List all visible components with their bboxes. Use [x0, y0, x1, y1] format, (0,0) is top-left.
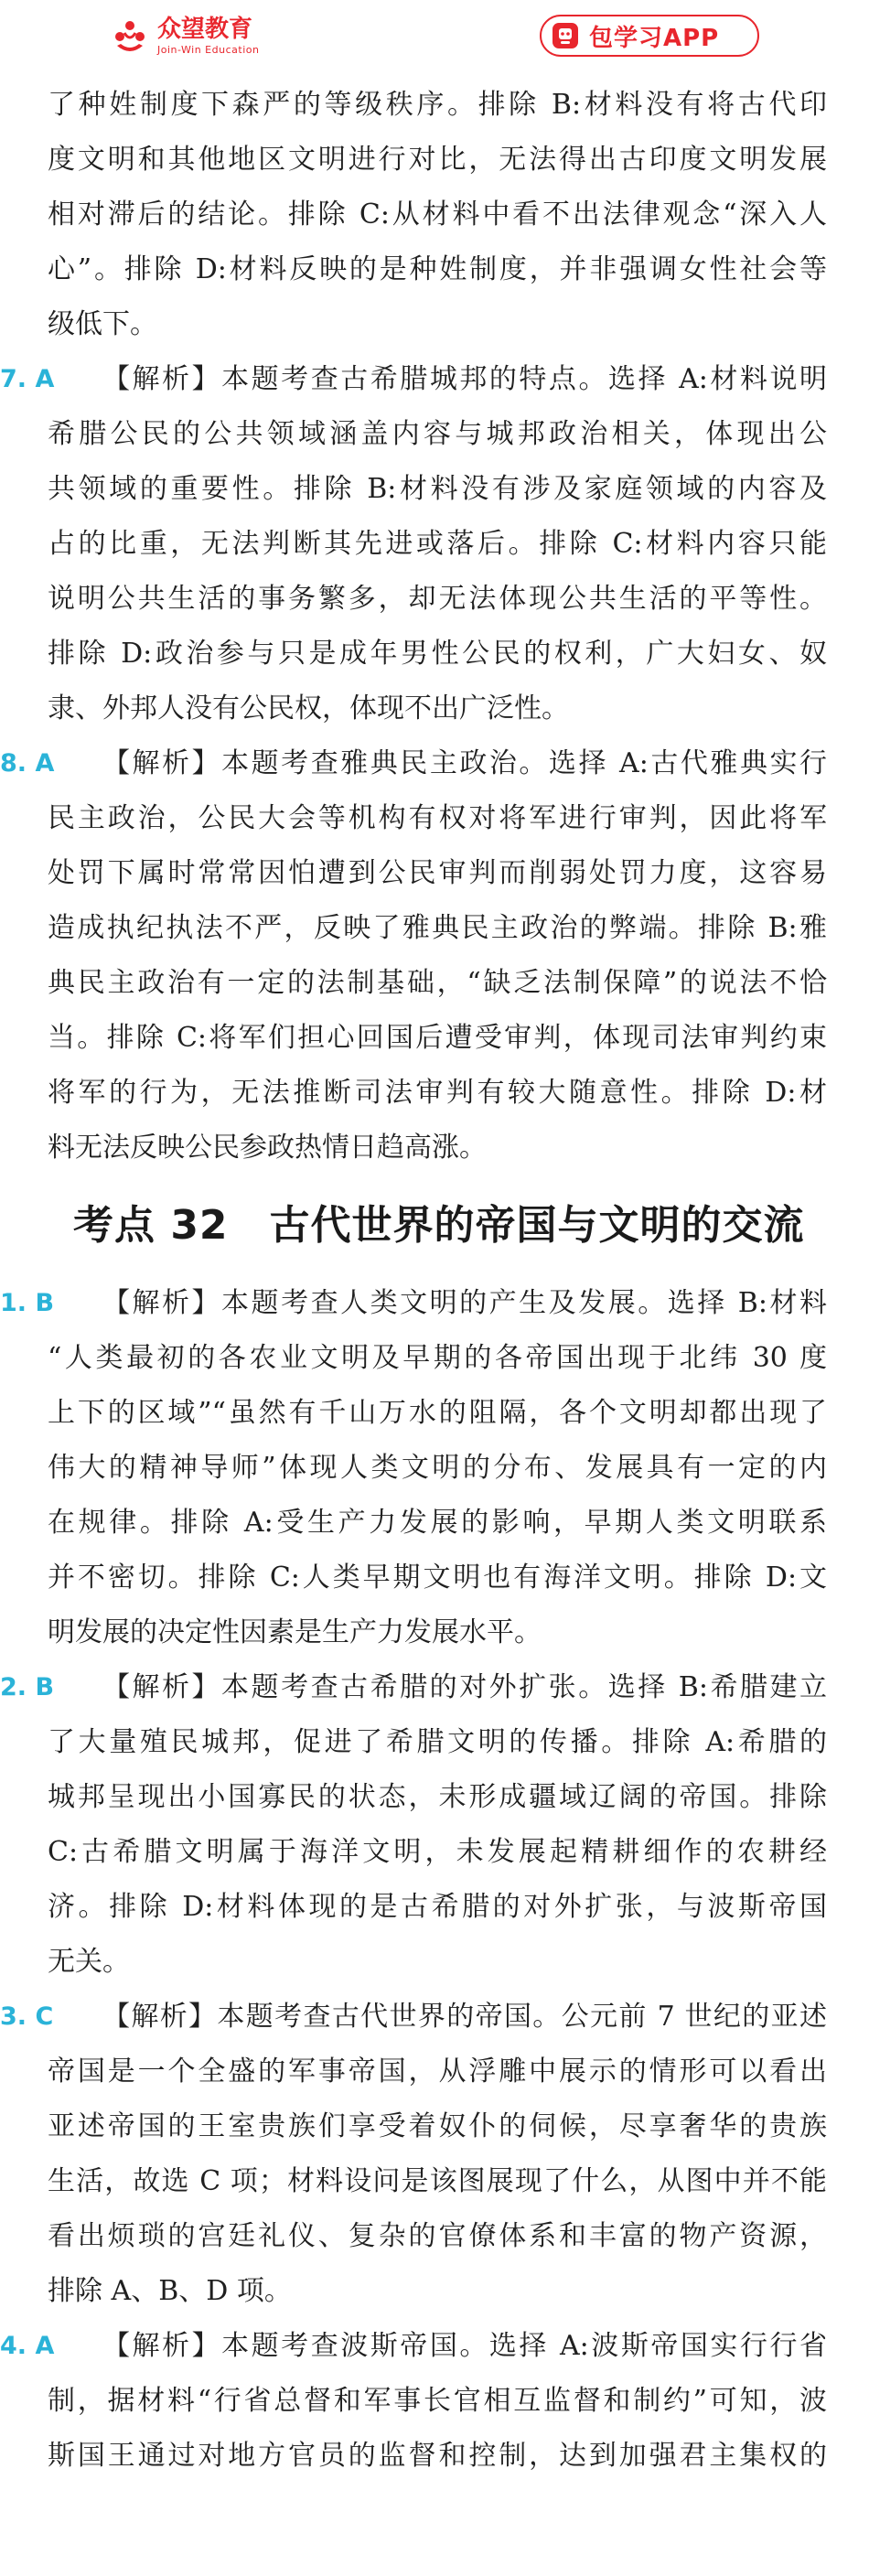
brand-name: 众望教育 [157, 16, 253, 43]
question-s3 [0, 1990, 827, 2319]
text-line: “人类最初的各农业文明及早期的各帝国出现于北纬 30 度 [48, 1342, 827, 1374]
text-line: 级低下。 [48, 308, 157, 340]
text-line: 【解析】本题考查古希腊的对外扩张。选择 B:希腊建立 [102, 1671, 827, 1703]
text-line: 无关。 [48, 1946, 130, 1978]
text-line: 帝国是一个全盛的军事帝国，从浮雕中展示的情形可以看出 [48, 2055, 827, 2088]
intro-paragraph [48, 78, 827, 352]
question-number: 2. B [0, 1673, 55, 1701]
text-line: 造成执纪执法不严，反映了雅典民主政治的弊端。排除 B:雅 [48, 912, 827, 944]
text-line: 隶、外邦人没有公民权，体现不出广泛性。 [48, 692, 569, 724]
text-line: 【解析】本题考查古代世界的帝国。公元前 7 世纪的亚述 [102, 2001, 827, 2033]
text-line: 处罚下属时常常因怕遭到公民审判而削弱处罚力度，这容易 [48, 857, 827, 889]
text-line: 说明公共生活的事务繁多，却无法体现公共生活的平等性。 [48, 583, 827, 615]
app-icon [551, 21, 580, 50]
question-s4 [0, 2319, 827, 2484]
app-badge[interactable] [540, 15, 759, 57]
text-line: 了大量殖民城邦，促进了希腊文明的传播。排除 A:希腊的 [48, 1726, 827, 1758]
text-line: C:古希腊文明属于海洋文明，未发展起精耕细作的农耕经 [48, 1836, 827, 1868]
header [0, 0, 869, 71]
question-number: 4. A [0, 2332, 55, 2360]
text-line: 【解析】本题考查人类文明的产生及发展。选择 B:材料 [102, 1287, 827, 1319]
question-7 [0, 352, 827, 736]
text-line: 排除 A、B、D 项。 [48, 2275, 292, 2307]
text-line: 相对滞后的结论。排除 C:从材料中看不出法律观念“深入人 [48, 199, 827, 231]
question-8 [0, 736, 827, 1175]
text-line: 度文明和其他地区文明进行对比，无法得出古印度文明发展 [48, 144, 827, 176]
text-line: 城邦呈现出小国寡民的状态，未形成疆域辽阔的帝国。排除 [48, 1781, 827, 1813]
question-number: 7. A [0, 365, 55, 393]
question-s1 [0, 1276, 827, 1660]
text-line: 上下的区域”“虽然有千山万水的阻隔，各个文明却都出现了 [48, 1397, 827, 1429]
question-s2 [0, 1660, 827, 1990]
text-line: 占的比重，无法判断其先进或落后。排除 C:材料内容只能 [48, 528, 827, 560]
text-line: 民主政治，公民大会等机构有权对将军进行审判，因此将军 [48, 802, 827, 834]
text-line: 了种姓制度下森严的等级秩序。排除 B:材料没有将古代印 [48, 89, 827, 121]
text-line: 【解析】本题考查波斯帝国。选择 A:波斯帝国实行行省 [102, 2330, 827, 2362]
text-line: 典民主政治有一定的法制基础，“缺乏法制保障”的说法不恰 [48, 967, 827, 999]
text-line: 制，据材料“行省总督和军事长官相互监督和制约”可知，波 [48, 2385, 827, 2417]
text-line: 【解析】本题考查雅典民主政治。选择 A:古代雅典实行 [102, 747, 827, 779]
question-number: 8. A [0, 749, 55, 778]
text-line: 并不密切。排除 C:人类早期文明也有海洋文明。排除 D:文 [48, 1562, 827, 1594]
text-line: 心”。排除 D:材料反映的是种姓制度，并非强调女性社会等 [48, 253, 827, 285]
question-number: 3. C [0, 2002, 54, 2031]
text-line: 料无法反映公民参政热情日趋高涨。 [48, 1132, 487, 1164]
text-line: 伟大的精神导师”体现人类文明的分布、发展具有一定的内 [48, 1452, 827, 1484]
text-line: 在规律。排除 A:受生产力发展的影响，早期人类文明联系 [48, 1507, 827, 1539]
section-title: 考点 32 古代世界的帝国与文明的交流 [73, 1202, 805, 1249]
app-label: 包学习APP [589, 24, 720, 52]
text-line: 济。排除 D:材料体现的是古希腊的对外扩张，与波斯帝国 [48, 1891, 827, 1923]
text-line: 希腊公民的公共领域涵盖内容与城邦政治相关，体现出公 [48, 418, 827, 450]
text-line: 亚述帝国的王室贵族们享受着奴仆的伺候，尽享奢华的贵族 [48, 2110, 827, 2142]
text-line: 生活，故选 C 项；材料设问是该图展现了什么，从图中并不能 [48, 2165, 827, 2197]
brand-logo [110, 16, 259, 57]
text-line: 看出烦琐的宫廷礼仪、复杂的官僚体系和丰富的物产资源， [48, 2220, 827, 2252]
answer-content [0, 78, 827, 2484]
text-line: 【解析】本题考查古希腊城邦的特点。选择 A:材料说明 [102, 363, 827, 395]
question-number: 1. B [0, 1289, 55, 1317]
brand-mark-icon [110, 16, 150, 57]
text-line: 明发展的决定性因素是生产力发展水平。 [48, 1616, 542, 1648]
text-line: 共领域的重要性。排除 B:材料没有涉及家庭领域的内容及 [48, 473, 827, 505]
brand-name-en: Join-Win Education [157, 44, 260, 56]
text-line: 排除 D:政治参与只是成年男性公民的权利，广大妇女、奴 [48, 638, 827, 670]
text-line: 当。排除 C:将军们担心回国后遭受审判，体现司法审判约束 [48, 1022, 827, 1054]
text-line: 将军的行为，无法推断司法审判有较大随意性。排除 D:材 [48, 1077, 827, 1109]
text-line: 斯国王通过对地方官员的监督和控制，达到加强君主集权的 [48, 2440, 827, 2472]
